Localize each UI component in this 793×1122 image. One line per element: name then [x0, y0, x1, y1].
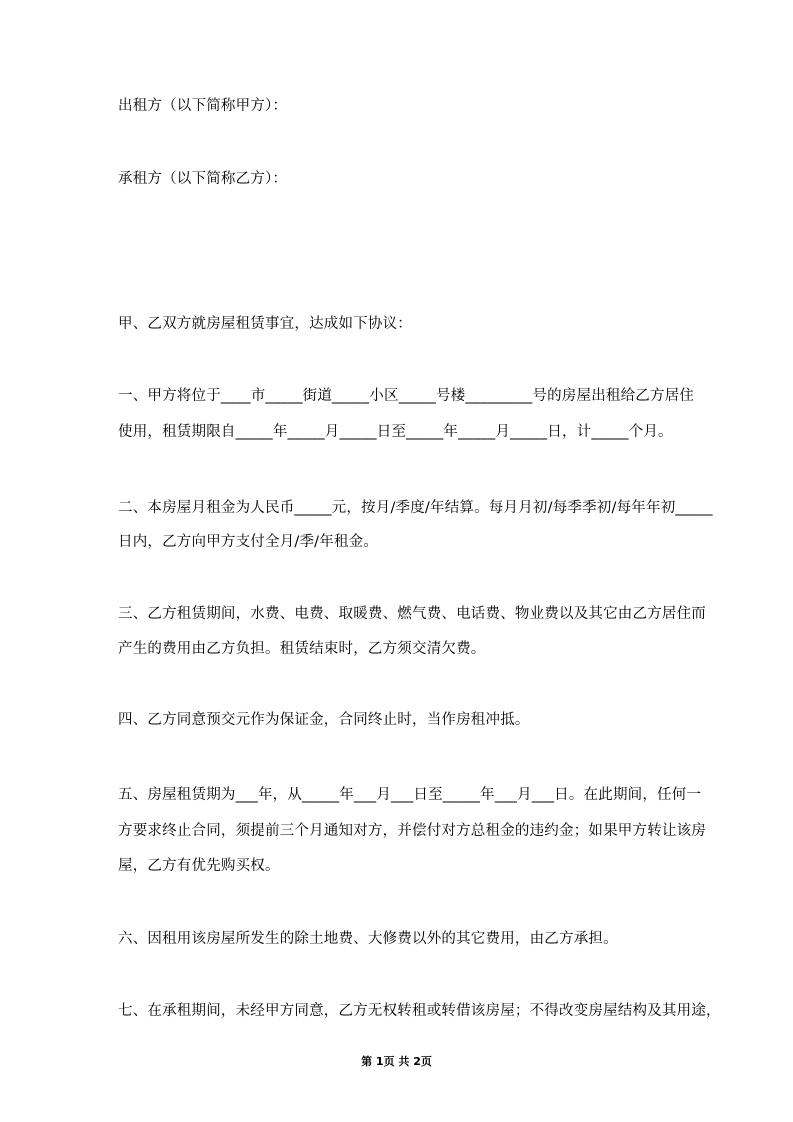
clause-7-line-1: 七、在承租期间，未经甲方同意，乙方无权转租或转借该房屋；不得改变房屋结构及其用途，: [118, 1003, 721, 1019]
clause-5-line-2: 方要求终止合同，须提前三个月通知对方，并偿付对方总租金的违约金；如果甲方转让该房: [118, 823, 706, 839]
clause-3-line-2: 产生的费用由乙方负担。租赁结束时，乙方须交清欠费。: [118, 641, 486, 657]
clause-2-line-1: 二、本房屋月租金为人民币_____元，按月/季度/年结算。每月月初/每季季初/每年年初_____: [118, 500, 713, 516]
clause-4-line-1: 四、乙方同意预交元作为保证金，合同终止时，当作房租冲抵。: [118, 712, 530, 728]
clause-2-line-2: 日内，乙方向甲方支付全月/季/年租金。: [118, 534, 379, 550]
intro-paragraph: 甲、乙双方就房屋租赁事宜，达成如下协议：: [118, 316, 412, 332]
clause-5-line-3: 屋，乙方有优先购买权。: [118, 858, 280, 874]
lessor-label: 出租方（以下简称甲方）：: [118, 98, 288, 114]
page-number-footer: 第 1页 共 2页: [361, 1055, 432, 1068]
clause-1-line-1: 一、甲方将位于____市_____街道_____小区_____号楼_________号的房屋出租给乙方居住: [118, 388, 695, 404]
clause-5-line-1: 五、房屋租赁期为___年，从_____年___月___日至_____年___月___日。在此期间，任何一: [118, 787, 702, 803]
clause-1-line-2: 使用，租赁期限自_____年_____月_____日至_____年_____月_____日，计_____个月。: [118, 424, 673, 440]
clause-3-line-1: 三、乙方租赁期间，水费、电费、取暖费、燃气费、电话费、物业费以及其它由乙方居住而: [118, 606, 706, 622]
lessee-label: 承租方（以下简称乙方）：: [118, 171, 288, 187]
clause-6-line-1: 六、因租用该房屋所发生的除土地费、大修费以外的其它费用，由乙方承担。: [118, 931, 618, 947]
